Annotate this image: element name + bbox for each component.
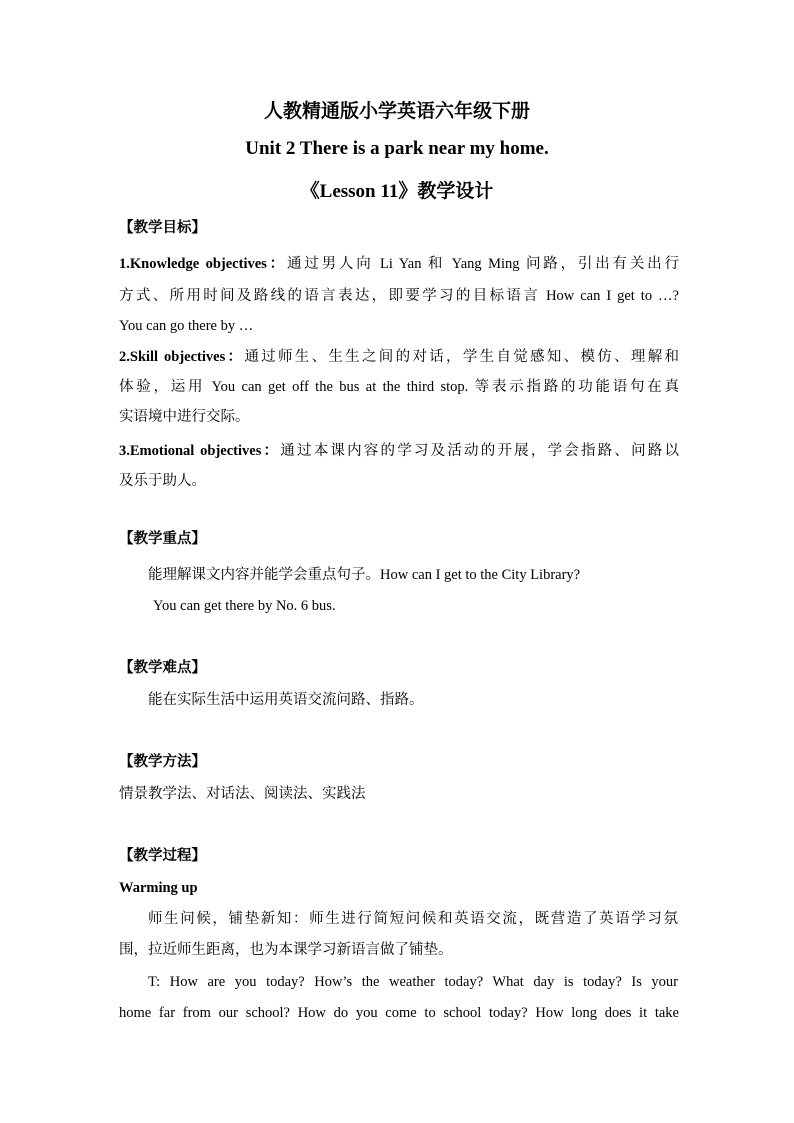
lesson-title: 《Lesson 11》教学设计 <box>300 181 494 202</box>
knowledge-objective-line-3: You can go there by … <box>119 318 254 334</box>
skill-objective-line-3: 实语境中进行交际。 <box>119 409 250 425</box>
emotional-objective-text-1: 通过本课内容的学习及活动的开展，学会指路、问路以 <box>280 443 680 459</box>
difficulties-heading: 【教学难点】 <box>119 660 206 676</box>
unit-title: Unit 2 There is a park near my home. <box>245 138 549 159</box>
skill-objective-text-1: 通过师生、生生之间的对话，学生自觉感知、模仿、理解和 <box>244 349 680 365</box>
process-paragraph-1-line-2: 围，拉近师生距离，也为本课学习新语言做了铺垫。 <box>119 942 453 958</box>
warming-up-label: Warming up <box>119 880 198 896</box>
key-points-line-1: 能理解课文内容并能学会重点句子。How can I get to the City Library? <box>148 567 581 583</box>
knowledge-objective-line-1 <box>119 254 679 274</box>
emotional-objective-line-2: 及乐于助人。 <box>119 473 206 489</box>
emotional-objective-label: 3.Emotional objectives： <box>119 443 281 459</box>
skill-objective-label: 2.Skill objectives： <box>119 349 245 365</box>
emotional-objective-line-1 <box>119 441 679 461</box>
doc-title: 人教精通版小学英语六年级下册 <box>263 101 530 122</box>
methods-line-1: 情景教学法、对话法、阅读法、实践法 <box>119 786 366 802</box>
knowledge-objective-text-1: 通过男人向 Li Yan 和 Yang Ming 问路，引出有关出行 <box>286 256 679 272</box>
process-heading: 【教学过程】 <box>119 848 206 864</box>
key-points-line-2: You can get there by No. 6 bus. <box>153 598 336 614</box>
process-paragraph-2-line-2: home far from our school? How do you come to school today? How long does it take <box>119 1005 679 1021</box>
skill-objective-line-2: 体验，运用 You can get off the bus at the third stop. 等表示指路的功能语句在真 <box>119 379 679 395</box>
difficulties-line-1: 能在实际生活中运用英语交流问路、指路。 <box>148 692 424 708</box>
skill-objective-line-1 <box>119 347 679 367</box>
key-points-heading: 【教学重点】 <box>119 531 206 547</box>
process-paragraph-1-line-1: 师生问候，铺垫新知：师生进行简短问候和英语交流，既营造了英语学习氛 <box>148 911 678 927</box>
process-paragraph-2-line-1: T: How are you today? How’s the weather today? What day is today? Is your <box>148 974 678 990</box>
methods-heading: 【教学方法】 <box>119 754 206 770</box>
knowledge-objective-label: 1.Knowledge objectives： <box>119 256 287 272</box>
knowledge-objective-line-2: 方式、所用时间及路线的语言表达，即要学习的目标语言 How can I get to …? <box>119 288 679 304</box>
objectives-heading: 【教学目标】 <box>119 220 206 236</box>
